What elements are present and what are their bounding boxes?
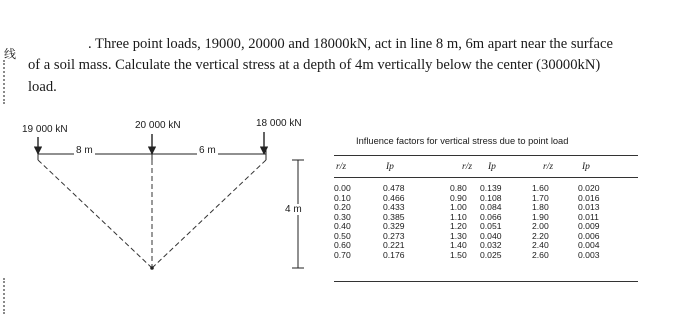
problem-line-1: . Three point loads, 19000, 20000 and 18000kN, act in line 8 m, 6m apart near the surface	[88, 36, 613, 52]
table-cell: 0.50	[334, 230, 351, 241]
table-cell: 2.20	[532, 230, 549, 241]
table-cell: 2.60	[532, 249, 549, 260]
header-ip-3: Ip	[582, 162, 590, 172]
header-r-z-3: r/z	[543, 162, 554, 172]
binding-mark: 线	[4, 47, 17, 61]
table-cell: 0.020	[578, 183, 600, 193]
table-cell: 0.003	[578, 249, 600, 260]
table-column-rz-2	[450, 184, 467, 260]
table-cell: 2.00	[532, 221, 549, 231]
table-cell: 1.60	[532, 183, 549, 193]
header-r-z-1: r/z	[336, 162, 347, 172]
header-ip-1: Ip	[386, 162, 394, 172]
table-cell: 0.433	[383, 202, 405, 212]
table-cell: 0.025	[480, 249, 502, 260]
table-cell: 0.066	[480, 211, 502, 222]
table-cell: 0.20	[334, 202, 351, 212]
load-label-3: 18 000 kN	[256, 118, 302, 129]
stress-line-left	[38, 160, 152, 268]
table-cell: 0.30	[334, 211, 351, 222]
table-header-rule	[334, 177, 638, 178]
table-cell: 0.084	[480, 202, 502, 212]
table-cell: 0.466	[383, 192, 405, 203]
table-cell: 0.032	[480, 240, 502, 250]
stress-line-right	[152, 160, 266, 268]
header-ip-2: Ip	[488, 162, 496, 172]
table-bottom-rule	[334, 281, 638, 282]
table-cell: 0.040	[480, 230, 502, 241]
table-cell: 0.176	[383, 249, 405, 260]
table-cell: 0.016	[578, 192, 600, 203]
table-title: Influence factors for vertical stress due to point load	[356, 136, 569, 146]
table-column-ip-2	[480, 184, 502, 260]
table-cell: 0.273	[383, 230, 405, 241]
table-cell: 0.009	[578, 221, 600, 231]
table-cell: 0.139	[480, 183, 502, 193]
table-cell: 0.108	[480, 192, 502, 203]
table-cell: 0.329	[383, 221, 405, 231]
spacing-label-8m: 8 m	[76, 145, 93, 156]
table-column-rz-3	[532, 184, 549, 260]
table-cell: 0.478	[383, 183, 405, 193]
table-cell: 0.90	[450, 192, 467, 203]
table-cell: 0.60	[334, 240, 351, 250]
table-cell: 1.40	[450, 240, 467, 250]
depth-label-4m: 4 m	[285, 204, 302, 215]
problem-line-2: of a soil mass. Calculate the vertical stress at a depth of 4m vertically below the center (30000kN)	[28, 57, 601, 73]
table-top-rule	[334, 155, 638, 156]
table-cell: 1.00	[450, 202, 467, 212]
table-cell: 0.385	[383, 211, 405, 222]
table-cell: 0.10	[334, 192, 351, 203]
table-cell: 0.80	[450, 183, 467, 193]
table-cell: 1.80	[532, 202, 549, 212]
table-cell: 1.50	[450, 249, 467, 260]
table-cell: 0.011	[578, 211, 599, 222]
table-cell: 1.10	[450, 211, 467, 222]
problem-line-3: load.	[28, 79, 57, 95]
load-label-2: 20 000 kN	[135, 120, 181, 131]
table-cell: 2.40	[532, 240, 549, 250]
table-cell: 0.051	[480, 221, 502, 231]
table-cell: 0.221	[383, 240, 405, 250]
table-cell: 1.90	[532, 211, 549, 222]
load-label-1: 19 000 kN	[22, 124, 68, 135]
table-cell: 1.70	[532, 192, 549, 203]
table-column-ip-3	[578, 184, 600, 260]
table-cell: 0.006	[578, 230, 600, 241]
spacing-label-6m: 6 m	[199, 145, 216, 156]
table-column-ip-1	[383, 184, 405, 260]
stress-point	[150, 266, 154, 270]
table-cell: 1.20	[450, 221, 467, 231]
table-cell: 0.00	[334, 183, 351, 193]
table-cell: 0.70	[334, 249, 351, 260]
table-cell: 1.30	[450, 230, 467, 241]
table-column-rz-1	[334, 184, 351, 260]
header-r-z-2: r/z	[462, 162, 473, 172]
table-cell: 0.013	[578, 202, 600, 212]
table-cell: 0.004	[578, 240, 600, 250]
table-cell: 0.40	[334, 221, 351, 231]
